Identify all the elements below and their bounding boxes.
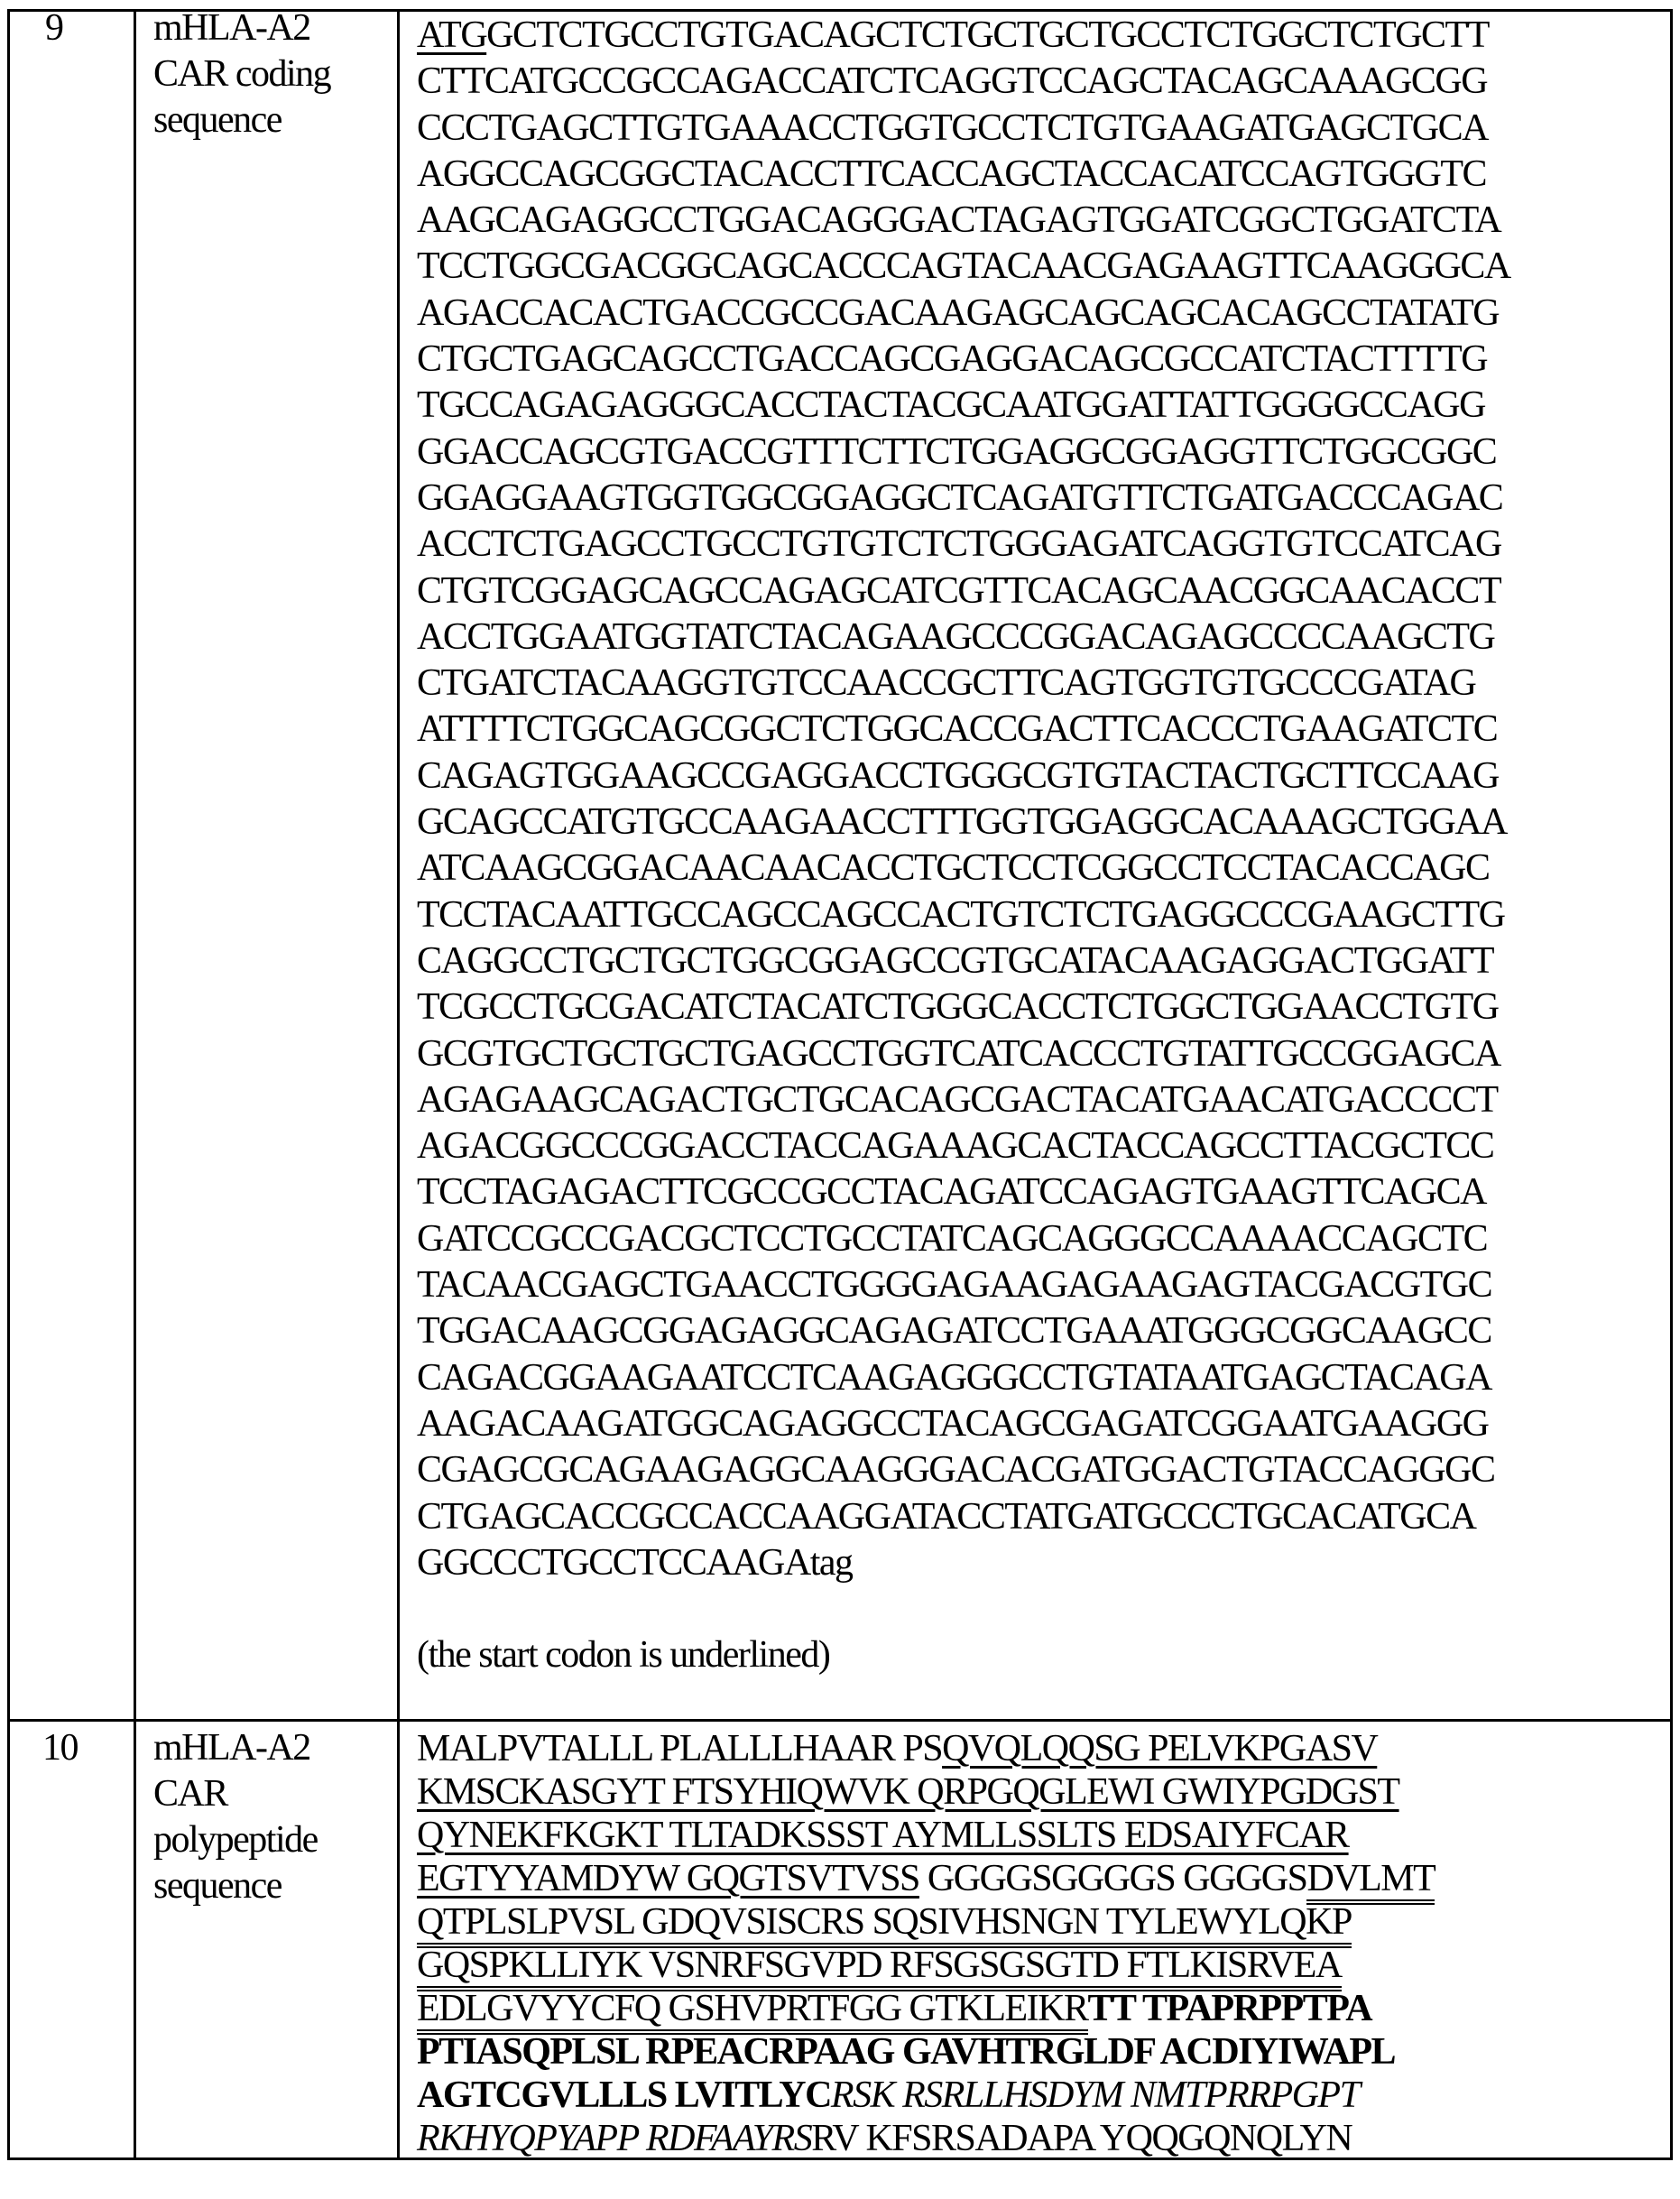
dna-text: TACAACGAGCTGAACCTGGGGAGAAGAGAAGAGTACGACGTGC (417, 1264, 1491, 1306)
row-label-line: polypeptide (153, 1817, 318, 1863)
peptide-segment: GGGGSGGGGS GGGGS (919, 1858, 1307, 1899)
dna-line (417, 707, 1510, 753)
dna-text: CAGGCCTGCTGCTGGCGGAGCCGTGCATACAAGAGGACTGGATT (417, 940, 1493, 982)
peptide-segment: RSK RSRLLHSDYM NMTPRRPGPT (831, 2074, 1360, 2116)
row-number: 10 (42, 1725, 78, 1771)
dna-line (417, 1540, 1510, 1586)
dna-text: CTGTCGGAGCAGCCAGAGCATCGTTCACAGCAACGGCAACACCT (417, 570, 1500, 612)
dna-line (417, 291, 1510, 337)
row-label-line: CAR (153, 1771, 318, 1817)
dna-line (417, 1077, 1510, 1123)
dna-text: AAGCAGAGGCCTGGACAGGGACTAGAGTGGATCGGCTGGATCTA (417, 199, 1500, 241)
peptide-segment: KMSCKASGYT FTSYHIQWVK QRPGQGLEWI GWIYPGDGST (417, 1771, 1399, 1813)
peptide-line (417, 1987, 1435, 2030)
peptide-segment: TT TPAPRPPTPA (1088, 1988, 1372, 2029)
dna-line (417, 1169, 1510, 1215)
dna-line (417, 198, 1510, 244)
peptide-segment: AGTCGVLLLS LVITLYC (417, 2074, 831, 2116)
dna-text: AGACGGCCCGGACCTACCAGAAAGCACTACCAGCCTTACGCTCC (417, 1125, 1493, 1167)
dna-line (417, 892, 1510, 938)
dna-text: TCCTGGCGACGGCAGCACCCAGTACAACGAGAAGTTCAAGGGCA (417, 245, 1510, 287)
dna-text: GCGTGCTGCTGCTGAGCCTGGTCATCACCCTGTATTGCCGGAGCA (417, 1033, 1500, 1075)
dna-line (417, 1031, 1510, 1077)
dna-text: AGAGAAGCAGACTGCTGCACAGCGACTACATGAACATGACCCCT (417, 1079, 1498, 1121)
start-codon: ATG (417, 14, 486, 56)
dna-text: GGCCCTGCCTCCAAGAtag (417, 1542, 853, 1584)
dna-text: ATTTTCTGGCAGCGGCTCTGGCACCGACTTCACCCTGAAGATCTC (417, 708, 1497, 750)
peptide-line (417, 1900, 1435, 1944)
dna-line (417, 430, 1510, 476)
dna-text: AGGCCAGCGGCTACACCTTCACCAGCTACCACATCCAGTGGGTC (417, 153, 1486, 195)
row-label (153, 1725, 318, 1909)
peptide-segment: PTIASQPLSL RPEACRPAAG GAVHTRGLDF ACDIYIWAPL (417, 2031, 1395, 2073)
dna-line (417, 13, 1510, 59)
dna-line (417, 938, 1510, 984)
row-label-line: sequence (153, 1863, 318, 1909)
dna-line (417, 1401, 1510, 1447)
dna-text: GCTCTGCCTGTGACAGCTCTGCTGCTGCCTCTGGCTCTGCTT (486, 14, 1489, 56)
dna-text: AAGACAAGATGGCAGAGGCCTACAGCGAGATCGGAATGAAGGG (417, 1403, 1488, 1445)
dna-line (417, 1216, 1510, 1262)
dna-text: GCAGCCATGTGCCAAGAACCTTTGGTGGAGGCACAAAGCTGGAA (417, 801, 1507, 843)
dna-line (417, 152, 1510, 198)
peptide-segment: RKHYQPYAPP RDFAAYRS (417, 2118, 811, 2159)
peptide-segment: MALPVTALLL PLALLLHAAR PS (417, 1728, 942, 1769)
peptide-line (417, 1770, 1435, 1814)
dna-text: TGGACAAGCGGAGAGGCAGAGATCCTGAAATGGGCGGCAAGCC (417, 1310, 1491, 1352)
peptide-segment: QYNEKFKGKT TLTADKSSST AYMLLSSLTS EDSAIYFCAR (417, 1815, 1349, 1856)
dna-line (417, 244, 1510, 290)
dna-text: ACCTCTGAGCCTGCCTGTGTCTCTGGGAGATCAGGTGTCCATCAG (417, 523, 1501, 565)
peptide-line (417, 2030, 1435, 2074)
peptide-line (417, 1857, 1435, 1900)
dna-text: CTGCTGAGCAGCCTGACCAGCGAGGACAGCGCCATCTACTTTTG (417, 338, 1487, 380)
dna-text: ATCAAGCGGACAACAACACCTGCTCCTCGGCCTCCTACACCAGC (417, 847, 1489, 889)
dna-text: GATCCGCCGACGCTCCTGCCTATCAGCAGGGCCAAAACCAGCTC (417, 1218, 1487, 1260)
row-number: 9 (45, 5, 63, 51)
dna-text: CAGAGTGGAAGCCGAGGACCTGGGCGTGTACTACTGCTTCCAAG (417, 755, 1499, 797)
dna-text: TGCCAGAGAGGGCACCTACTACGCAATGGATTATTGGGGCCAGG (417, 384, 1485, 426)
dna-line (417, 1355, 1510, 1401)
row-label-line: sequence (153, 97, 330, 143)
dna-line (417, 1123, 1510, 1169)
dna-line (417, 845, 1510, 892)
dna-line (417, 1262, 1510, 1308)
peptide-segment: RV KFSRSADAPA YQQGQNQLYN (811, 2118, 1352, 2159)
dna-line (417, 476, 1510, 522)
dna-line (417, 984, 1510, 1030)
dna-text: ACCTGGAATGGTATCTACAGAAGCCCGGACAGAGCCCCAAGCTG (417, 616, 1494, 658)
row-label (153, 5, 330, 143)
dna-line (417, 522, 1510, 568)
peptide-segment: EDLGVYYCFQ GSHVPRTFGG GTKLEIKR (417, 1988, 1088, 2035)
peptide-line (417, 1814, 1435, 1857)
peptide-segment: DVLMT (1306, 1858, 1435, 1905)
row-label-line: CAR coding (153, 51, 330, 97)
peptide-segment: GQSPKLLIYK VSNRFSGVPD RFSGSGSGTD FTLKISRVEA (417, 1945, 1342, 1991)
dna-text: AGACCACACTGACCGCCGACAAGAGCAGCAGCACAGCCTATATG (417, 292, 1499, 334)
peptide-segment: QVQLQQSG PELVKPGASV (942, 1728, 1377, 1769)
dna-text: CAGACGGAAGAATCCTCAAGAGGGCCTGTATAATGAGCTACAGA (417, 1357, 1491, 1399)
column-divider (134, 9, 136, 2160)
dna-text: CTTCATGCCGCCAGACCATCTCAGGTCCAGCTACAGCAAAGCGG (417, 60, 1487, 102)
peptide-line (417, 2074, 1435, 2117)
dna-line (417, 1308, 1510, 1354)
dna-line (417, 1447, 1510, 1493)
dna-line (417, 661, 1510, 707)
peptide-line (417, 1944, 1435, 1987)
dna-sequence (417, 13, 1510, 1679)
dna-text: TCCTAGAGACTTCGCCGCCTACAGATCCAGAGTGAAGTTCAGCA (417, 1171, 1486, 1213)
dna-line (417, 753, 1510, 799)
dna-text: TCGCCTGCGACATCTACATCTGGGCACCTCTGGCTGGAACCTGTG (417, 986, 1499, 1028)
dna-text: GGACCAGCGTGACCGTTTCTTCTGGAGGCGGAGGTTCTGGCGGC (417, 431, 1496, 473)
polypeptide-sequence (417, 1727, 1435, 2160)
dna-text: TCCTACAATTGCCAGCCAGCCACTGTCTCTGAGGCCCGAAGCTTG (417, 894, 1505, 936)
peptide-line (417, 2117, 1435, 2160)
dna-line (417, 1494, 1510, 1540)
peptide-segment: QTPLSLPVSL GDQVSISCRS SQSIVHSNGN TYLEWYLQKP (417, 1901, 1352, 1948)
dna-text: CCCTGAGCTTGTGAAACCTGGTGCCTCTGTGAAGATGAGCTGCA (417, 107, 1488, 149)
start-codon-note: (the start codon is underlined) (417, 1632, 1510, 1678)
dna-text: CGAGCGCAGAAGAGGCAAGGGACACGATGGACTGTACCAGGGC (417, 1449, 1495, 1491)
dna-text: GGAGGAAGTGGTGGCGGAGGCTCAGATGTTCTGATGACCCAGAC (417, 477, 1502, 519)
row-label-line: mHLA-A2 (153, 5, 330, 51)
dna-line (417, 106, 1510, 152)
dna-line (417, 383, 1510, 429)
peptide-segment: EGTYYAMDYW GQGTSVTVSS (417, 1858, 919, 1899)
dna-line (417, 337, 1510, 383)
dna-line (417, 568, 1510, 614)
dna-text: CTGAGCACCGCCACCAAGGATACCTATGATGCCCTGCACATGCA (417, 1496, 1475, 1538)
row-label-line: mHLA-A2 (153, 1725, 318, 1771)
peptide-line (417, 1727, 1435, 1770)
dna-text: CTGATCTACAAGGTGTCCAACCGCTTCAGTGGTGTGCCCGATAG (417, 662, 1475, 704)
dna-line (417, 799, 1510, 845)
row-divider (7, 1719, 1673, 1722)
dna-line (417, 614, 1510, 661)
column-divider (397, 9, 400, 2160)
blank-line (417, 1586, 1510, 1632)
dna-line (417, 59, 1510, 105)
